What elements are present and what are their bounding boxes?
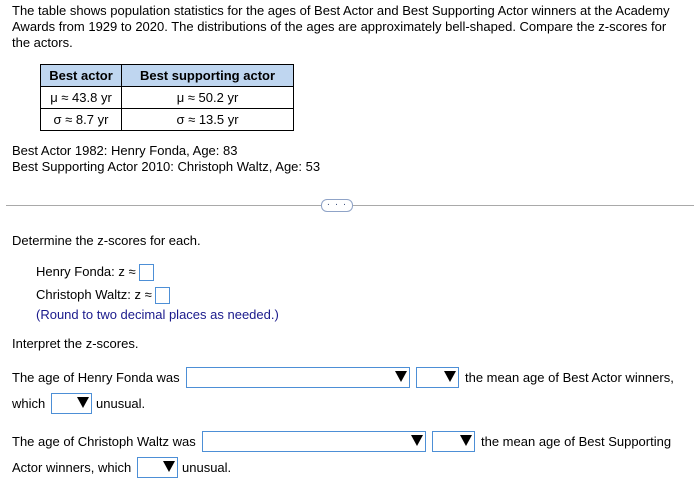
henry-unusual-dropdown[interactable] xyxy=(51,393,92,414)
table-cell: μ ≈ 43.8 yr xyxy=(41,87,122,109)
henry-suffix: the mean age of Best Actor winners, xyxy=(465,370,674,385)
chevron-down-icon xyxy=(391,368,409,387)
z-christoph-row xyxy=(36,285,170,305)
z-christoph-label: Christoph Waltz: z ≈ xyxy=(36,287,152,302)
christoph-comparison-dropdown[interactable] xyxy=(202,431,426,452)
chevron-down-icon xyxy=(159,458,177,477)
henry-prefix: The age of Henry Fonda was xyxy=(12,370,180,385)
table-cell: σ ≈ 13.5 yr xyxy=(122,109,294,131)
christoph-direction-dropdown[interactable] xyxy=(432,431,475,452)
table-row xyxy=(41,109,294,131)
interpret-text: Interpret the z-scores. xyxy=(12,336,139,351)
z-christoph-input[interactable] xyxy=(155,287,170,304)
table-header-best-actor: Best actor xyxy=(41,65,122,87)
henry-comparison-dropdown[interactable] xyxy=(186,367,410,388)
table-cell: σ ≈ 8.7 yr xyxy=(41,109,122,131)
instruction-text: Determine the z-scores for each. xyxy=(12,233,201,248)
christoph-end: unusual. xyxy=(182,460,232,475)
henry-end: unusual. xyxy=(96,396,146,411)
henry-which: which xyxy=(12,396,46,411)
z-henry-label: Henry Fonda: z ≈ xyxy=(36,264,136,279)
christoph-prefix: The age of Christoph Waltz was xyxy=(12,434,196,449)
henry-direction-dropdown[interactable] xyxy=(416,367,459,388)
chevron-down-icon xyxy=(456,432,474,451)
stats-table xyxy=(40,64,294,131)
winner-henry-fonda: Best Actor 1982: Henry Fonda, Age: 83 xyxy=(12,143,238,158)
table-row xyxy=(41,87,294,109)
chevron-down-icon xyxy=(407,432,425,451)
christoph-unusual-dropdown[interactable] xyxy=(137,457,178,478)
problem-intro: The table shows population statistics for the ages of Best Actor and Best Supporting Actor winners at the Academy Awards from 1929 to 2020. The distributions of the ages are approximately bell-shaped. Compare the z-scores for the actors. xyxy=(12,3,670,50)
table-header-best-supporting-actor: Best supporting actor xyxy=(122,65,294,87)
christoph-suffix: the mean age of Best Supporting xyxy=(481,434,672,449)
table-cell: μ ≈ 50.2 yr xyxy=(122,87,294,109)
z-henry-row xyxy=(36,262,154,282)
chevron-down-icon xyxy=(440,368,458,387)
christoph-which: Actor winners, which xyxy=(12,460,132,475)
rounding-hint: (Round to two decimal places as needed.) xyxy=(36,307,279,322)
chevron-down-icon xyxy=(73,394,91,413)
winner-christoph-waltz: Best Supporting Actor 2010: Christoph Waltz, Age: 53 xyxy=(12,159,321,174)
z-henry-input[interactable] xyxy=(139,264,154,281)
more-button[interactable]: · · · xyxy=(321,199,353,212)
